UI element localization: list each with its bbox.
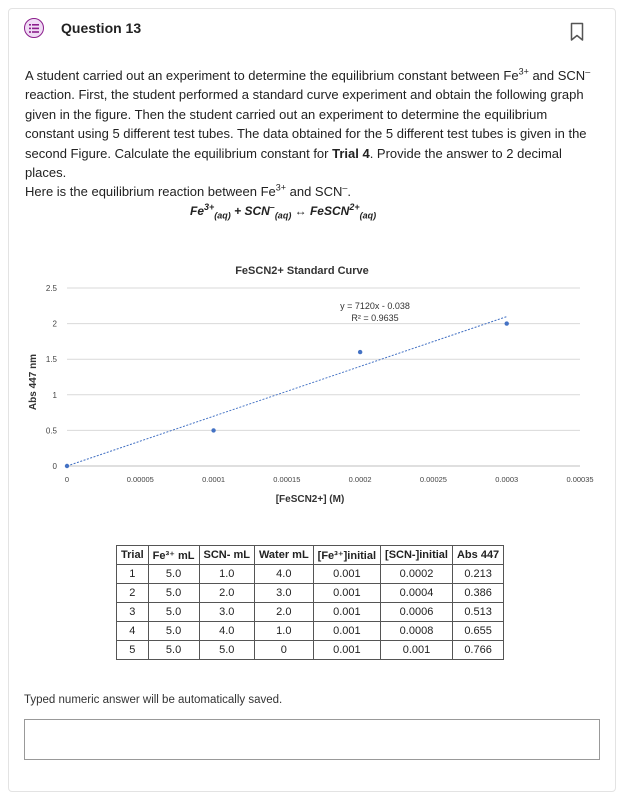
x-tick-label: 0.00035	[566, 475, 594, 484]
trend-equation: y = 7120x - 0.038	[340, 301, 410, 311]
x-tick-label: 0.0002	[348, 475, 372, 484]
standard-curve-chart	[20, 252, 610, 512]
data-point	[505, 321, 509, 325]
y-tick-label: 2	[52, 319, 57, 329]
table-row: 3 5.0 3.0 2.0 0.001 0.0006 0.513	[117, 603, 504, 622]
col-scn-ml: SCN- mL	[199, 546, 254, 565]
table-row: 1 5.0 1.0 4.0 0.001 0.0002 0.213	[117, 565, 504, 584]
table-row: 5 5.0 5.0 0 0.001 0.001 0.766	[117, 641, 504, 660]
x-tick-label: 0.00025	[419, 475, 447, 484]
x-tick-label: 0.0001	[202, 475, 226, 484]
col-fe-initial: [Fe³⁺]initial	[313, 546, 380, 565]
x-tick-label: 0.0003	[495, 475, 519, 484]
trend-r2: R² = 0.9635	[351, 313, 399, 323]
chart-title: FeSCN2+ Standard Curve	[235, 265, 369, 277]
reaction-intro: Here is the equilibrium reaction between $Fe^{3+}$ and SCN–.	[25, 183, 352, 200]
y-tick-label: 1.5	[45, 355, 57, 365]
autosave-note: Typed numeric answer will be automatically saved.	[24, 694, 283, 706]
x-tick-label: 0.00015	[273, 475, 301, 484]
table-row: 2 5.0 2.0 3.0 0.001 0.0004 0.386	[117, 584, 504, 603]
x-tick-label: 0	[64, 475, 70, 484]
y-tick-label: 0.5	[45, 426, 57, 436]
col-water-ml: Water mL	[254, 546, 313, 565]
trendline	[67, 317, 507, 466]
y-tick-label: 2.5	[45, 284, 57, 293]
question-title: Question 13	[61, 20, 142, 36]
col-trial: Trial	[117, 546, 149, 565]
data-point	[65, 464, 69, 468]
trial-data-table	[116, 545, 504, 660]
question-list-icon[interactable]	[24, 18, 44, 38]
y-tick-label: 0	[52, 462, 57, 471]
list-lines-icon	[29, 24, 39, 33]
answer-input[interactable]	[24, 719, 600, 760]
question-prompt	[25, 66, 599, 202]
x-axis-label: [FeSCN2+] (M)	[275, 494, 345, 505]
col-scn-initial: [SCN-]initial	[381, 546, 453, 565]
col-abs: Abs 447	[452, 546, 503, 565]
x-tick-label: 0.00005	[126, 475, 154, 484]
col-fe-ml: Fe³⁺ mL	[148, 546, 199, 565]
y-axis-label: Abs 447 nm	[28, 353, 39, 411]
prompt-paragraph: A student carried out an experiment to determine the equilibrium constant between $Fe^{3+}$ and SCN– reaction. First, the student performed a standard curve experiment and obtain the following graph given in the figure. Then the student carried out an experiment to determine the equilibrium constant using 5 different test tubes. The data obtained for the 5 different test tubes is given in the second Figure. Calculate the equilibrium constant for Trial 4. Provide the answer to 2 decimal places.	[25, 66, 591, 181]
bookmark-icon[interactable]	[570, 22, 584, 42]
table-row: 4 5.0 4.0 1.0 0.001 0.0008 0.655	[117, 622, 504, 641]
data-point	[358, 350, 362, 354]
y-tick-label: 1	[52, 390, 57, 400]
reaction-equation: $Fe^{3+}_{(aq)} + SCN^-_{(aq)}$ ↔ FeSCN$^{2+}_{(aq)}$	[190, 202, 377, 221]
data-point	[211, 428, 215, 432]
